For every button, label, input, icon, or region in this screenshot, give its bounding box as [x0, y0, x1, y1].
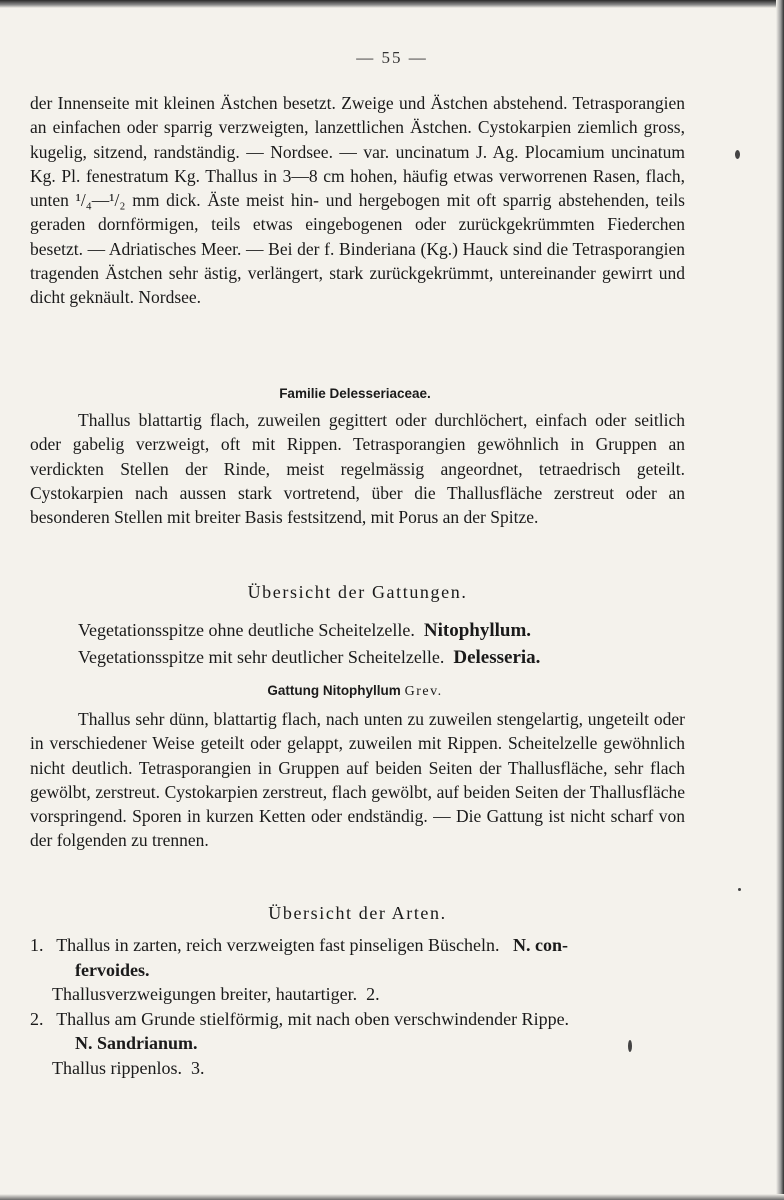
species-key-item-2-cont	[30, 1031, 690, 1056]
key-result: N. Sandrianum.	[75, 1033, 198, 1053]
scan-speck	[738, 888, 741, 891]
scan-speck	[735, 150, 740, 159]
scan-bottom-edge	[0, 1194, 784, 1200]
genera-key-result: Nitophyllum.	[423, 620, 532, 641]
scan-right-edge	[776, 0, 784, 1200]
species-key-item-2	[30, 1007, 690, 1032]
scan-top-edge	[0, 0, 784, 8]
key-result: fervoides.	[75, 959, 150, 980]
genus-author: Grev.	[404, 684, 443, 699]
key-result: N. con-	[513, 935, 569, 955]
genera-key-row	[78, 617, 540, 644]
species-overview-heading: Übersicht der Arten.	[268, 903, 447, 923]
paragraph-family-description: Thallus blattartig flach, zuweilen gegittert oder durchlöchert, einfach oder seitlich oder gabelig verzweigt, oft mit Rippen. Tetrasporangien gewöhnlich in Gruppen an verdickten Stellen der Rinde, meist regelmässig angeordnet, tetraedrisch geteilt. Cystokarpien nach aussen stark vortretend, über die Thallusfläche zerstreut oder an besonderen Stellen mit breiter Basis festsitzend, mit Porus an der Spitze.	[30, 410, 685, 528]
genera-key-result: Delesseria.	[453, 647, 541, 668]
species-key	[30, 933, 690, 1080]
genera-key-text: Vegetationsspitze ohne deutliche Scheitelzelle.	[78, 620, 415, 640]
key-ref: 3.	[190, 1057, 205, 1078]
key-text: Thallusverzweigungen breiter, hautartiger.	[52, 984, 358, 1004]
species-key-item-1-alt	[30, 982, 690, 1007]
genera-overview-heading: Übersicht der Gattungen.	[247, 582, 468, 602]
key-text: Thallus in zarten, reich verzweigten fast pinseligen Büscheln.	[56, 935, 500, 955]
key-text: Thallus rippenlos.	[52, 1057, 182, 1078]
genus-heading	[0, 683, 710, 700]
key-text: Thallus am Grunde stielförmig, mit nach oben verschwindender Rippe.	[56, 1008, 570, 1029]
species-key-item-1-cont	[30, 958, 690, 983]
species-key-item-1	[30, 933, 690, 958]
paragraph-plocamium: der Innenseite mit kleinen Ästchen besetzt. Zweige und Ästchen abstehend. Tetrasporangien an einfachen oder sparrig verzweigten, lanzettlichen Ästchen. Cystokarpien ziemlich gross, kugelig, sitzend, randständig. — Nordsee. — var. uncinatum J. Ag. Plocamium uncinatum Kg. Pl. fenestratum Kg. Thallus in 3—8 cm hohen, häufig etwas verworrenen Rasen, flach, unten ¹/₄—¹/₂ mm dick. Äste meist hin- und hergebogen mit oft sparrig abstehenden, teils geraden dornförmigen, teils etwas eingebogenen oder zurückgekrümmten Fiederchen besetzt. — Adriatisches Meer. — Bei der f. Binderiana (Kg.) Hauck sind die Tetrasporangien tragenden Ästchen sehr ästig, verlängert, stark zurückgekrümmt, untereinander gewirrt und dicht geknäult. Nordsee.	[30, 93, 685, 308]
key-number: 1.	[30, 935, 44, 955]
key-number: 2.	[30, 1008, 44, 1029]
family-heading: Familie Delesseriaceae.	[279, 386, 431, 401]
paragraph-genus-description: Thallus sehr dünn, blattartig flach, nach unten zu zuweilen stengelartig, ungeteilt oder in verschiedener Weise geteilt oder gelappt, zuweilen mit Rippen. Scheitelzelle gewöhnlich nicht deutlich. Tetrasporangien in Gruppen auf beiden Seiten der Thallusfläche, sehr flach gewölbt, zerstreut. Cystokarpien zerstreut, flach gewölbt, auf beiden Seiten der Thallusfläche vorspringend. Sporen in kurzen Ketten oder endständig. — Die Gattung ist nicht scharf von der folgenden zu trennen.	[30, 709, 685, 851]
genus-name: Gattung Nitophyllum	[267, 683, 401, 698]
key-ref: 2.	[366, 984, 380, 1004]
species-key-item-2-alt	[30, 1056, 690, 1081]
scan-speck	[628, 1040, 632, 1052]
genera-key-row	[78, 644, 540, 671]
genera-key	[78, 617, 540, 671]
page-number: — 55 —	[356, 48, 428, 67]
genera-key-text: Vegetationsspitze mit sehr deutlicher Scheitelzelle.	[78, 647, 445, 667]
